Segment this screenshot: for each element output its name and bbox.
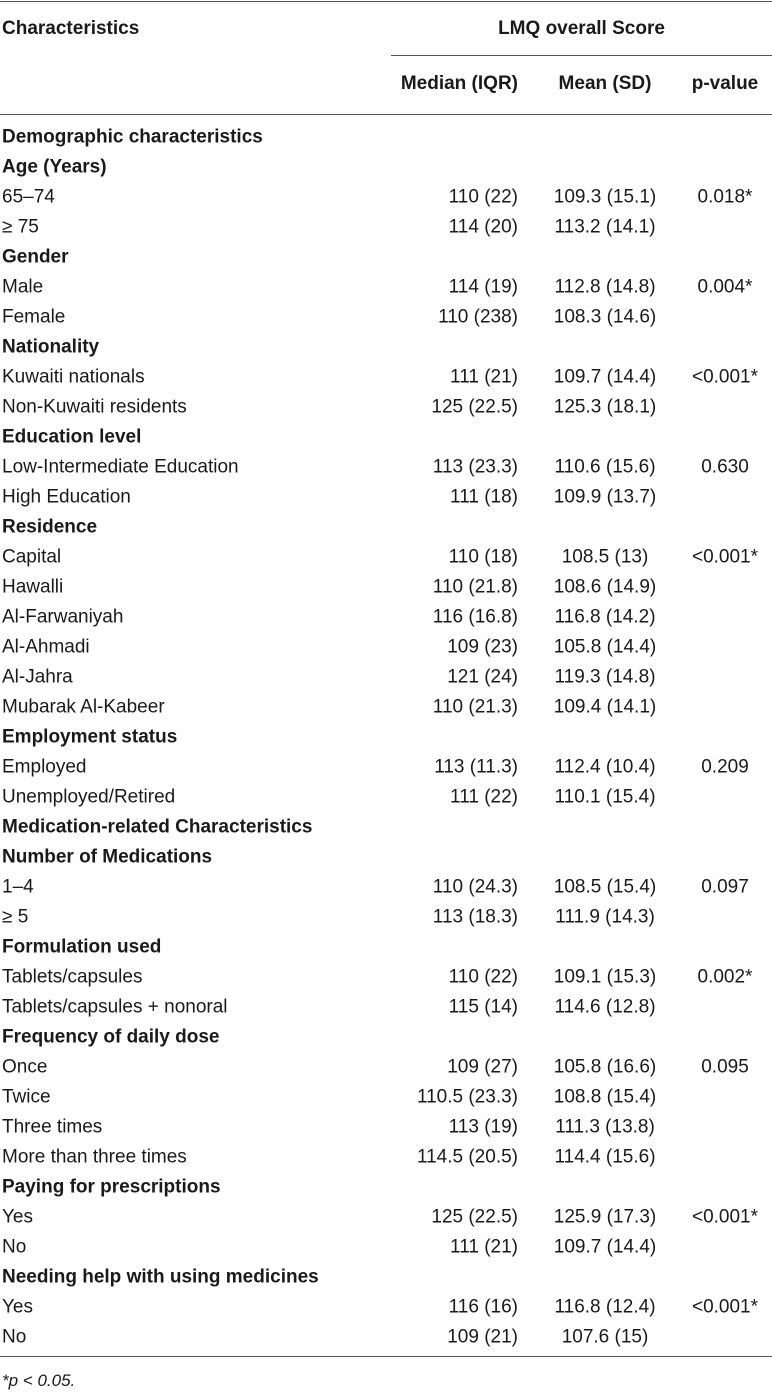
median-iqr-cell: 111 (21) (450, 1236, 518, 1258)
table-row (0, 1292, 772, 1322)
p-value-cell: 0.018* (697, 186, 753, 208)
row-label: Al-Jahra (2, 666, 73, 688)
section-header-row (0, 152, 772, 182)
mean-sd-cell: 111.3 (13.8) (555, 1116, 655, 1138)
mean-sd-cell: 108.6 (14.9) (553, 576, 657, 598)
section-label: Age (Years) (2, 156, 107, 178)
row-label: No (2, 1236, 27, 1258)
table-row (0, 482, 772, 512)
median-iqr-cell: 110.5 (23.3) (416, 1086, 518, 1108)
mean-sd-cell: 109.4 (14.1) (553, 696, 657, 718)
table-row (0, 692, 772, 722)
section-header-row (0, 422, 772, 452)
table-row (0, 632, 772, 662)
row-label: Twice (2, 1086, 51, 1108)
section-label: Gender (2, 246, 69, 268)
median-iqr-cell: 114 (19) (448, 276, 518, 298)
median-iqr-cell: 110 (238) (438, 306, 518, 328)
median-iqr-cell: 114.5 (20.5) (416, 1146, 518, 1168)
table-row (0, 872, 772, 902)
mean-sd-cell: 112.4 (10.4) (554, 756, 656, 778)
table-row (0, 1232, 772, 1262)
table-row (0, 1322, 772, 1352)
row-label: Kuwaiti nationals (2, 366, 145, 388)
mean-sd-cell: 114.4 (15.6) (554, 1146, 656, 1168)
mean-sd-cell: 111.9 (14.3) (555, 906, 655, 928)
header-characteristics: Characteristics (2, 18, 140, 39)
mean-sd-cell: 105.8 (16.6) (553, 1056, 657, 1078)
median-iqr-cell: 111 (18) (450, 486, 518, 508)
section-header-row (0, 932, 772, 962)
row-label: Capital (2, 546, 62, 568)
row-label: 1–4 (2, 876, 34, 898)
p-value-cell: 0.002* (697, 966, 753, 988)
table-row (0, 752, 772, 782)
table-bottom-rule (0, 1356, 772, 1357)
mean-sd-cell: 109.1 (15.3) (553, 966, 657, 988)
section-header-row (0, 1262, 772, 1292)
section-label: Medication-related Characteristics (2, 816, 313, 838)
section-label: Paying for prescriptions (2, 1176, 221, 1198)
table-row (0, 1142, 772, 1172)
mean-sd-cell: 108.5 (15.4) (553, 876, 657, 898)
mean-sd-cell: 109.7 (14.4) (553, 1236, 657, 1258)
table-row (0, 572, 772, 602)
median-iqr-cell: 116 (16) (448, 1296, 518, 1318)
median-iqr-cell: 116 (16.8) (432, 606, 518, 628)
median-iqr-cell: 110 (22) (448, 186, 518, 208)
median-iqr-cell: 121 (24) (447, 666, 518, 688)
row-label: 65–74 (2, 186, 55, 208)
table-row (0, 542, 772, 572)
row-label: High Education (2, 486, 131, 508)
median-iqr-cell: 109 (21) (447, 1326, 518, 1348)
mean-sd-cell: 125.3 (18.1) (553, 396, 657, 418)
median-iqr-cell: 111 (21) (450, 366, 518, 388)
p-value-cell: 0.209 (701, 756, 749, 778)
table-row (0, 1112, 772, 1142)
row-label: Hawalli (2, 576, 64, 598)
table-row (0, 1082, 772, 1112)
table-row (0, 662, 772, 692)
row-label: More than three times (2, 1146, 187, 1168)
table-row (0, 1052, 772, 1082)
header-mean-sd: Mean (SD) (558, 73, 652, 94)
mean-sd-cell: 116.8 (14.2) (554, 606, 656, 628)
row-label: ≥ 5 (2, 906, 29, 928)
mean-sd-cell: 114.6 (12.8) (554, 996, 656, 1018)
mean-sd-cell: 105.8 (14.4) (553, 636, 657, 658)
median-iqr-cell: 110 (21.3) (432, 696, 518, 718)
p-value-cell: 0.095 (701, 1056, 749, 1078)
mean-sd-cell: 110.6 (15.6) (554, 456, 656, 478)
row-label: Tablets/capsules + nonoral (2, 996, 228, 1018)
table-row (0, 452, 772, 482)
median-iqr-cell: 110 (24.3) (432, 876, 518, 898)
section-header-row (0, 1172, 772, 1202)
median-iqr-cell: 111 (22) (450, 786, 518, 808)
mean-sd-cell: 108.3 (14.6) (553, 306, 657, 328)
section-label: Demographic characteristics (2, 126, 263, 148)
section-header-row (0, 512, 772, 542)
section-label: Education level (2, 426, 142, 448)
section-label: Formulation used (2, 936, 162, 958)
mean-sd-cell: 112.8 (14.8) (554, 276, 656, 298)
section-header-row (0, 842, 772, 872)
mean-sd-cell: 108.5 (13) (561, 546, 649, 568)
median-iqr-cell: 110 (22) (448, 966, 518, 988)
table-row (0, 992, 772, 1022)
row-label: Yes (2, 1206, 33, 1228)
row-label: Tablets/capsules (2, 966, 143, 988)
section-label: Residence (2, 516, 98, 538)
section-label: Needing help with using medicines (2, 1266, 319, 1288)
median-iqr-cell: 125 (22.5) (431, 1206, 518, 1228)
section-header-row (0, 122, 772, 152)
row-label: Yes (2, 1296, 33, 1318)
p-value-cell: <0.001* (691, 546, 759, 568)
section-label: Frequency of daily dose (2, 1026, 220, 1048)
median-iqr-cell: 113 (23.3) (432, 456, 518, 478)
section-header-row (0, 242, 772, 272)
row-label: Mubarak Al-Kabeer (2, 696, 165, 718)
median-iqr-cell: 113 (11.3) (434, 756, 518, 778)
section-label: Nationality (2, 336, 100, 358)
row-label: Employed (2, 756, 87, 778)
row-label: ≥ 75 (2, 216, 39, 238)
table-row (0, 602, 772, 632)
median-iqr-cell: 113 (19) (448, 1116, 518, 1138)
section-label: Employment status (2, 726, 178, 748)
mean-sd-cell: 108.8 (15.4) (553, 1086, 657, 1108)
header-p-value: p-value (691, 73, 759, 94)
row-label: Al-Ahmadi (2, 636, 90, 658)
table-row (0, 782, 772, 812)
mean-sd-cell: 119.3 (14.8) (554, 666, 656, 688)
section-header-row (0, 812, 772, 842)
table-row (0, 302, 772, 332)
p-value-cell: <0.001* (691, 1206, 759, 1228)
section-header-row (0, 1022, 772, 1052)
median-iqr-cell: 125 (22.5) (431, 396, 518, 418)
table-row (0, 212, 772, 242)
header-lmq-overall-score: LMQ overall Score (498, 18, 665, 39)
median-iqr-cell: 110 (18) (448, 546, 518, 568)
table-row (0, 1202, 772, 1232)
table-row (0, 182, 772, 212)
median-iqr-cell: 109 (27) (447, 1056, 518, 1078)
row-label: Unemployed/Retired (2, 786, 176, 808)
p-value-cell: <0.001* (691, 1296, 759, 1318)
section-label: Number of Medications (2, 846, 213, 868)
section-header-row (0, 722, 772, 752)
row-label: Female (2, 306, 66, 328)
median-iqr-cell: 114 (20) (448, 216, 518, 238)
row-label: Male (2, 276, 44, 298)
row-label: Al-Farwaniyah (2, 606, 124, 628)
section-header-row (0, 332, 772, 362)
header-median-iqr: Median (IQR) (400, 73, 518, 94)
p-value-cell: 0.004* (697, 276, 753, 298)
row-label: Three times (2, 1116, 103, 1138)
median-iqr-cell: 110 (21.8) (432, 576, 518, 598)
row-label: Low-Intermediate Education (2, 456, 239, 478)
footnote: *p < 0.05. (2, 1371, 76, 1390)
mean-sd-cell: 110.1 (15.4) (554, 786, 656, 808)
mean-sd-cell: 109.9 (13.7) (553, 486, 657, 508)
row-label: Non-Kuwaiti residents (2, 396, 187, 418)
table-row (0, 362, 772, 392)
row-label: Once (2, 1056, 48, 1078)
table-top-rule (0, 1, 772, 2)
table-row (0, 392, 772, 422)
header-group-rule (391, 55, 772, 56)
table-row (0, 902, 772, 932)
p-value-cell: 0.097 (701, 876, 749, 898)
table-row (0, 962, 772, 992)
mean-sd-cell: 109.3 (15.1) (553, 186, 657, 208)
p-value-cell: <0.001* (691, 366, 759, 388)
mean-sd-cell: 107.6 (15) (561, 1326, 649, 1348)
p-value-cell: 0.630 (701, 456, 749, 478)
table-row (0, 272, 772, 302)
mean-sd-cell: 109.7 (14.4) (553, 366, 657, 388)
median-iqr-cell: 113 (18.3) (432, 906, 518, 928)
median-iqr-cell: 109 (23) (447, 636, 518, 658)
mean-sd-cell: 113.2 (14.1) (554, 216, 656, 238)
mean-sd-cell: 125.9 (17.3) (553, 1206, 657, 1228)
median-iqr-cell: 115 (14) (448, 996, 518, 1018)
header-bottom-rule (0, 114, 772, 115)
row-label: No (2, 1326, 27, 1348)
mean-sd-cell: 116.8 (12.4) (554, 1296, 656, 1318)
